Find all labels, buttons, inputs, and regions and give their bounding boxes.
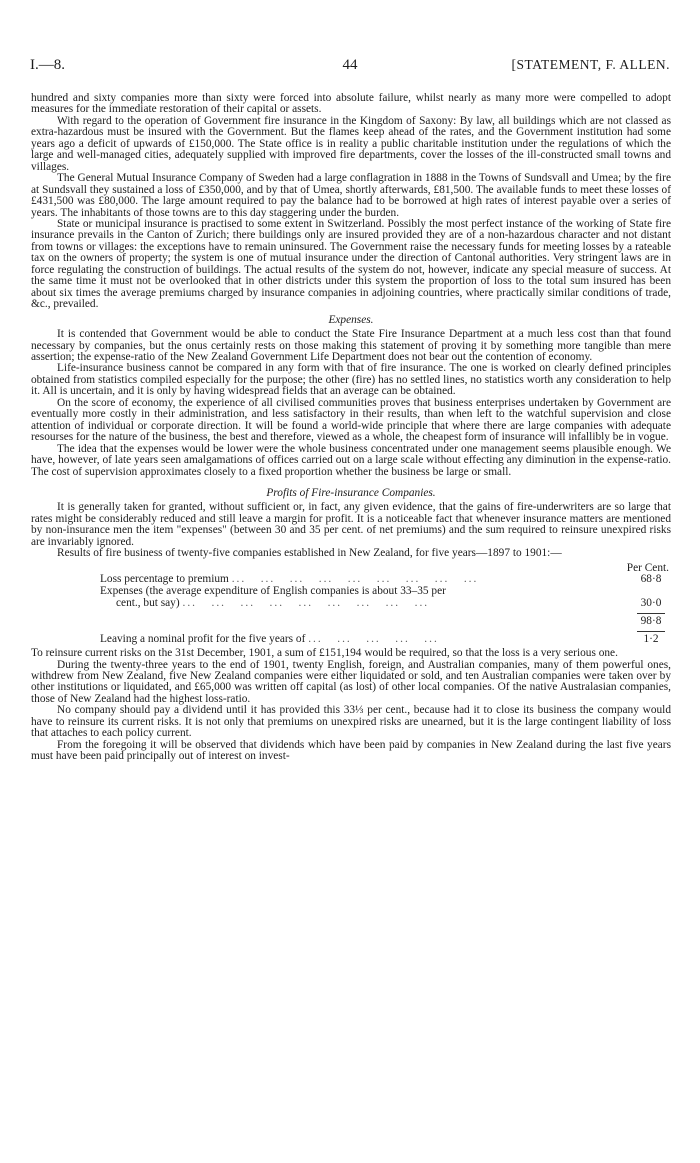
table-row: Loss percentage to premium ... ... ... ... ... ... ... ... ... 68·8 <box>31 574 671 586</box>
table-row: cent., but say) ... ... ... ... ... ... ... ... ... 30·0 <box>31 598 671 610</box>
expenses-value: 30·0 <box>640 597 662 610</box>
loss-percentage-label: Loss percentage to premium <box>100 574 229 586</box>
paragraph: The General Mutual Insurance Company of Sweden had a large conflagration in 1888 in the Towns of Sundsvall and Umea; by the fire at Sundsvall they sustained a loss of £350,000, and by that of Umea, shortly afterwards, £81,500. The available funds to meet these losses of £431,500 was £80,000. The large amount required to pay the balance had to be borrowed at high rates of interest payable over a series of years. The inhabitants of those towns are to this day staggering under the burden. <box>31 172 671 219</box>
paragraph: hundred and sixty companies more than sixty were forced into absolute failure, whilst nearly as many more were compelled to adopt measures for the immediate restoration of their capital or assets. <box>31 92 671 116</box>
expenses-label: Expenses (the average expenditure of English companies is about 33–35 per <box>100 586 446 598</box>
paragraph: It is generally taken for granted, without sufficient or, in fact, any given evidence, that the gains of fire-underwriters are so large that rates might be considerably reduced and still leave a margin for profit. It is a noticeable fact that whenever insurance matters are mentioned by non-insurance men the item "expenses" (between 30 and 35 per cent. of net premiums) and the sum required to reinsure unexpired risks are invariably ignored. <box>31 501 671 548</box>
per-cent-column-header: Per Cent. <box>626 561 669 574</box>
paragraph: From the foregoing it will be observed that dividends which have been paid by companies in New Zealand during the last five years must have been paid principally out of interest on invest- <box>31 738 671 763</box>
statement-title: [STATEMENT, F. ALLEN. <box>511 57 670 72</box>
page-header <box>30 57 670 77</box>
paragraph: On the score of economy, the experience of all civilised communities proves that business enterprises undertaken by Government are eventually more costly in their administration, and less satisfactory in their results, than when left to the watchful supervision and close attention of individual or corporate direction. It will be found a world-wide principle that where there are large companies with adequate resourses for the nature of the business, the best and therefore, viewed as a whole, the cheapest form of insurance will infallibly be in vogue. <box>31 396 671 444</box>
section-heading-expenses: Expenses. <box>328 313 374 326</box>
paragraph: With regard to the operation of Government fire insurance in the Kingdom of Saxony: By law, all buildings which are not classed as extra-hazardous must be insured with the Government. But the flames keep ahead of the rates, and the Government institution had some years ago a deficit of upwards of £150,000. The State office is in reality a public charitable institution under the regulations of which the large and well-managed cities, adequately supplied with improved fire departments, cover the losses of the ill-constructed small towns and villages. <box>31 114 671 173</box>
page-number: 44 <box>342 57 358 73</box>
table-row: Leaving a nominal profit for the five years of ... ... ... ... ... 1·2 <box>31 634 671 646</box>
total-value: 98·8 <box>640 615 662 628</box>
expenses-label-continued: cent., but say) <box>116 598 180 610</box>
paragraph: The idea that the expenses would be lower were the whole business concentrated under one management seems plausible enough. We have, however, of late years seen amalgamations of offices carried out on a large scale without effecting any diminution in the expense-ratio. The cost of supervision approximates closely to a fixed proportion whether the business be large or small. <box>31 442 671 478</box>
paragraph: Results of fire business of twenty-five companies established in New Zealand, for five years—1897 to 1901:— <box>57 547 562 560</box>
table-row <box>31 616 671 628</box>
document-reference: I.—8. <box>30 57 65 73</box>
document-body <box>31 93 671 763</box>
paragraph: To reinsure current risks on the 31st December, 1901, a sum of £151,194 would be required, so that the loss is a very serious one. <box>31 647 618 660</box>
nominal-profit-label: Leaving a nominal profit for the five years of <box>100 634 306 646</box>
section-heading-profits: Profits of Fire-insurance Companies. <box>266 486 436 499</box>
nominal-profit-value: 1·2 <box>643 633 659 646</box>
paragraph: It is contended that Government would be able to conduct the State Fire Insurance Department at a much less cost than that found necessary by companies, but the onus certainly rests on those making this statement of proving it by something more tangible than mere assertion; the expense-ratio of the New Zealand Government Life Department does not bear out the contention of economy. <box>31 328 671 363</box>
paragraph: Life-insurance business cannot be compared in any form with that of fire insurance. The one is worked on clearly defined principles obtained from statistics compiled especially for the purpose; the other (fire) has no settled lines, no statistics worth any consideration to help it. All is uncertain, and it is only by having widespread fields that an average can be obtained. <box>31 362 671 398</box>
paragraph: No company should pay a dividend until it has provided this 33⅓ per cent., because had it to close its business the company would have to reinsure its current risks. It is not only that premiums on unexpired risks are unearned, but it is the large contingent liability of loss that attaches to each policy current. <box>31 704 671 740</box>
results-table <box>31 563 671 646</box>
loss-percentage-value: 68·8 <box>640 573 662 586</box>
paragraph: During the twenty-three years to the end of 1901, twenty English, foreign, and Australian companies, many of them powerful ones, withdrew from New Zealand, five New Zealand companies were either liquidated or sold, and ten Australian companies were taken over by other institutions or liquidated, and £65,000 was written off capital (as lost) of other local companies. Of the native Australasian companies, those of New Zealand had the highest loss-ratio. <box>31 658 671 705</box>
table-row <box>31 586 671 598</box>
paragraph: State or municipal insurance is practised to some extent in Switzerland. Possibly the most perfect instance of the working of State fire insurance prevails in the Canton of Zurich; there buildings only are insured provided they are of a non-hazardous character and not distant from towns or villages: the exceptions have to remain uninsured. The Government raise the necessary funds for meeting losses by a rateable tax on the owners of property; the system is one of mutual insurance under the direction of Cantonal authorities. Very stringent laws are in force regulating the construction of buildings. The actual results of the system do not, however, indicate any special measure of success. At the same time it must not be overlooked that in other districts under this system the proportion of loss to the total sum insured has been about six times the average premiums charged by insurance companies in adjoining countries, where practically similar conditions of trade, &c., prevailed. <box>31 217 671 311</box>
